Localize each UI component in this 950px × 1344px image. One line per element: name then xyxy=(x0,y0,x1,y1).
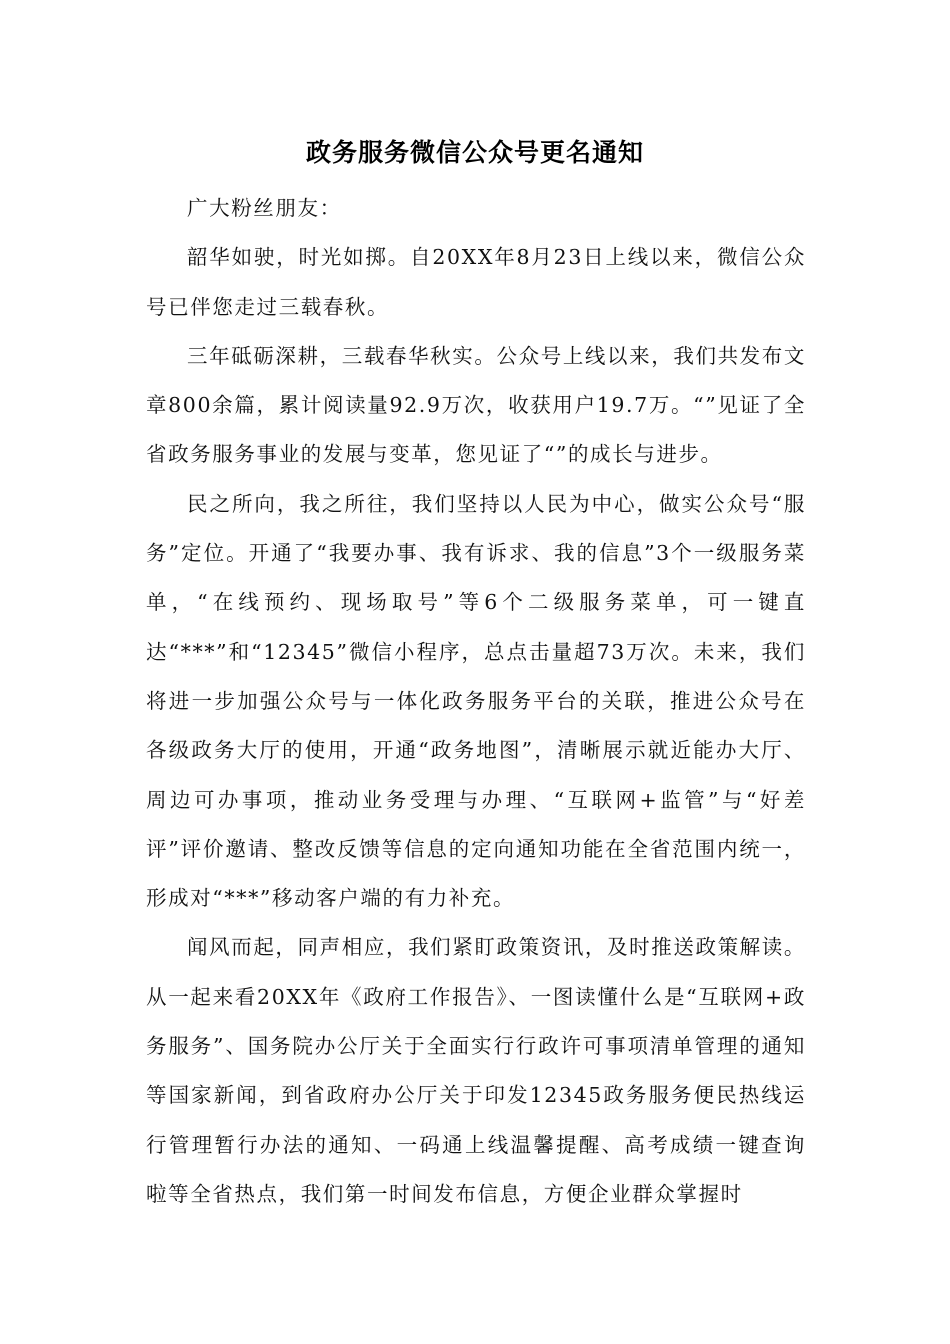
paragraph-2: 三年砥砺深耕，三载春华秋实。公众号上线以来，我们共发布文章800余篇，累计阅读量92.9万次，收获用户19.7万。“”见证了全省政务服务事业的发展与变革，您见证了“”的成长与进步。 xyxy=(146,343,806,467)
paragraph-3: 民之所向，我之所往，我们坚持以人民为中心，做实公众号“服务”定位。开通了“我要办事、我有诉求、我的信息”3个一级服务菜单，“在线预约、现场取号”等6个二级服务菜单，可一键直达“***”和“12345”微信小程序，总点击量超73万次。未来，我们将进一步加强公众号与一体化政务服务平台的关联，推进公众号在各级政务大厅的使用，开通“政务地图”，清晰展示就近能办大厅、周边可办事项，推动业务受理与办理、“互联网+监管”与“好差评”评价邀请、整改反馈等信息的定向通知功能在全省范围内统一，形成对“***”移动客户端的有力补充。 xyxy=(146,491,806,911)
paragraph-1: 韶华如驶，时光如掷。自20XX年8月23日上线以来，微信公众号已伴您走过三载春秋。 xyxy=(146,245,806,319)
salutation: 广大粉丝朋友： xyxy=(187,196,342,220)
document-title: 政务服务微信公众号更名通知 xyxy=(305,138,644,167)
paragraph-4: 闻风而起，同声相应，我们紧盯政策资讯，及时推送政策解读。从一起来看20XX年《政府工作报告》、一图读懂什么是“互联网+政务服务”、国务院办公厅关于全面实行行政许可事项清单管理的通知等国家新闻，到省政府办公厅关于印发12345政务服务便民热线运行管理暂行办法的通知、一码通上线温馨提醒、高考成绩一键查询啦等全省热点，我们第一时间发布信息，方便企业群众掌握时 xyxy=(146,935,806,1206)
document-body xyxy=(146,184,806,1219)
